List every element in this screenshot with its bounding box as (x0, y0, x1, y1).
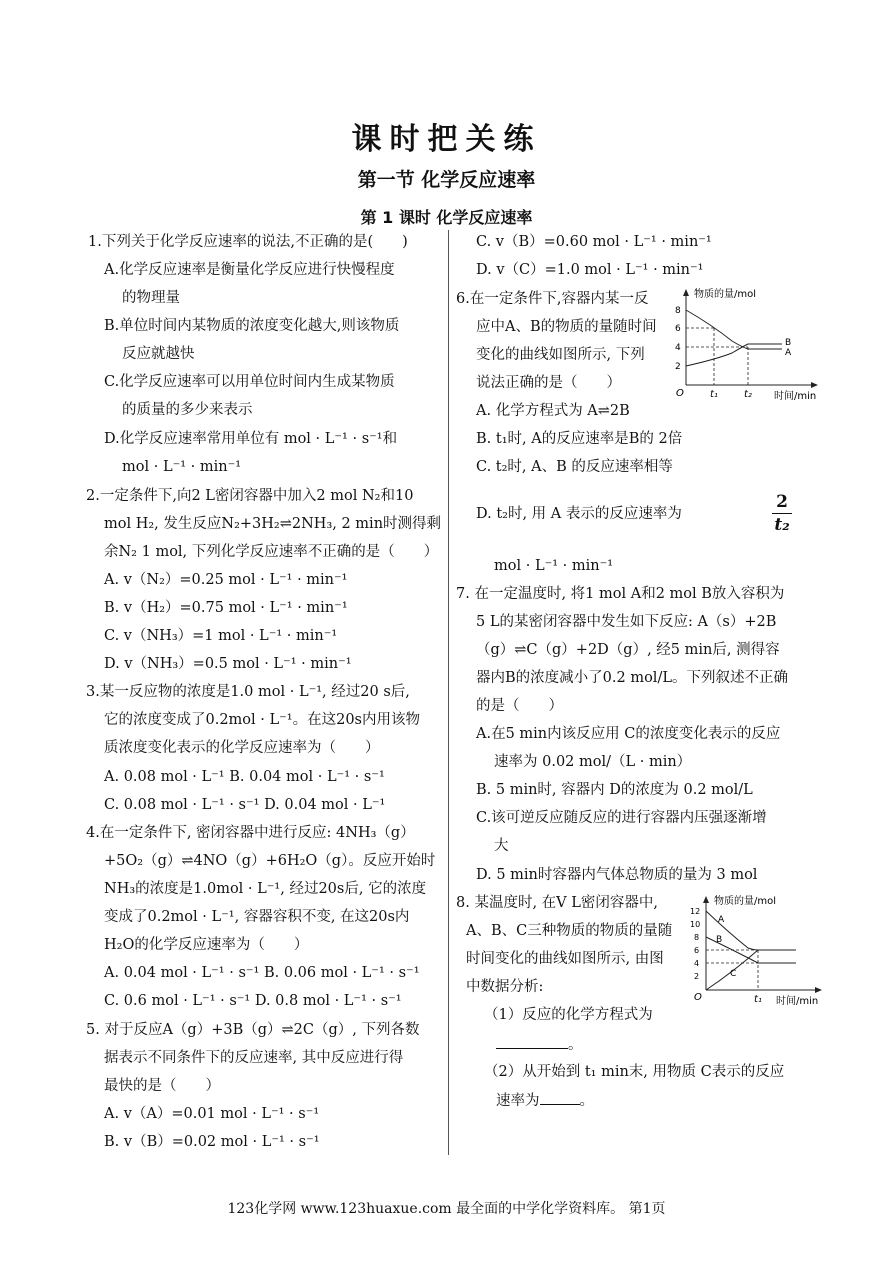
q1-option-c-cont: 的质量的多少来表示 (122, 402, 253, 418)
curve-a (686, 310, 782, 349)
q7-option-c-cont: 大 (494, 838, 509, 854)
y-tick-label: 8 (694, 933, 700, 942)
curve-c (706, 950, 796, 990)
x-axis-label: 时间/min (776, 996, 819, 1007)
curve-label: B (716, 935, 723, 945)
q3-stem: 3.某一反应物的浓度是1.0 mol · L⁻¹, 经过20 s后, (86, 684, 410, 700)
q5-stem: 5. 对于反应A（g）+3B（g）⇌2C（g）, 下列各数 (86, 1022, 420, 1038)
curve-label: A (718, 915, 725, 925)
answer-blank[interactable] (540, 1090, 580, 1105)
q2-option-a: A. v（N₂）=0.25 mol · L⁻¹ · min⁻¹ (104, 572, 348, 588)
q6-option-a: A. 化学方程式为 A⇌2B (476, 403, 630, 419)
q1-option-d-cont: mol · L⁻¹ · min⁻¹ (122, 459, 242, 475)
q1-stem: 1.下列关于化学反应速率的说法,不正确的是( ) (88, 234, 408, 250)
y-tick-label: 2 (675, 362, 681, 372)
curve-label: A (785, 348, 792, 358)
q8-graph (688, 892, 828, 1007)
y-tick-label: 4 (675, 343, 681, 353)
q8-stem: 8. 某温度时, 在V L密闭容器中, (456, 895, 658, 911)
q5-stem-line2: 据表示不同条件下的反应速率, 其中反应进行得 (104, 1050, 404, 1066)
y-axis-arrow (683, 289, 689, 296)
period: 。 (568, 1037, 583, 1053)
page-title: 课时把关练 (351, 122, 542, 157)
q6-stem-line4: 说法正确的是（ ） (476, 375, 621, 391)
q6-option-d: D. t₂时, 用 A 表示的反应速率为 (476, 506, 682, 522)
q4-stem-line2: +5O₂（g）⇌4NO（g）+6H₂O（g）。反应开始时 (104, 853, 436, 869)
answer-blank[interactable] (496, 1034, 568, 1049)
q3-options-ab: A. 0.08 mol · L⁻¹ B. 0.04 mol · L⁻¹ · s⁻¹ (104, 769, 385, 785)
y-tick-label: 6 (694, 946, 700, 955)
y-axis-label: 物质的量/mol (714, 896, 777, 907)
q6-stem-line2: 应中A、B的物质的量随时间 (476, 319, 657, 335)
curve-label: B (785, 338, 792, 348)
q6-option-d-fraction (772, 492, 792, 535)
x-axis-arrow (811, 382, 818, 388)
q7-option-d: D. 5 min时容器内气体总物质的量为 3 mol (476, 867, 758, 883)
q7-stem-line4: 器内B的浓度减小了0.2 mol/L。下列叙述不正确 (476, 670, 788, 686)
q4-stem-line4: 变成了0.2mol · L⁻¹, 容器容积不变, 在这20s内 (104, 909, 410, 925)
q8-part1: （1）反应的化学方程式为 (484, 1007, 653, 1023)
q7-stem-line3: （g）⇌C（g）+2D（g）, 经5 min后, 测得容 (476, 642, 780, 658)
x-axis-label: 时间/min (774, 391, 817, 402)
x-tick-label: t₂ (744, 389, 752, 400)
x-tick-label: t₁ (754, 994, 762, 1005)
q8-stem-line4: 中数据分析: (466, 979, 544, 995)
y-tick-label: 10 (690, 920, 701, 929)
y-tick-label: 4 (694, 959, 700, 968)
page-footer: 123化学网 www.123huaxue.com 最全面的中学化学资料库。 第1页 (227, 1201, 666, 1217)
q8-part1-answer (496, 1034, 583, 1055)
q2-stem: 2.一定条件下,向2 L密闭容器中加入2 mol N₂和10 (86, 488, 414, 504)
q5-option-a: A. v（A）=0.01 mol · L⁻¹ · s⁻¹ (104, 1106, 320, 1122)
y-tick-label: 12 (690, 907, 701, 916)
q6-graph (672, 283, 822, 403)
q1-option-c: C.化学反应速率可以用单位时间内生成某物质 (104, 374, 395, 390)
y-tick-label: 8 (675, 306, 681, 316)
q4-options-ab: A. 0.04 mol · L⁻¹ · s⁻¹ B. 0.06 mol · L⁻¹ · s⁻¹ (104, 965, 420, 981)
origin-label: O (694, 992, 702, 1003)
y-tick-label: 2 (694, 972, 700, 981)
q8-stem-line2: A、B、C三种物质的物质的量随 (466, 923, 673, 939)
q4-stem-line5: H₂O的化学反应速率为（ ） (104, 937, 309, 953)
q2-option-c: C. v（NH₃）=1 mol · L⁻¹ · min⁻¹ (104, 628, 338, 644)
q6-option-c: C. t₂时, A、B 的反应速率相等 (476, 459, 673, 475)
q8-part2-answer (496, 1090, 594, 1111)
y-axis-label: 物质的量/mol (694, 289, 757, 300)
q1-option-a-cont: 的物理量 (122, 290, 180, 306)
q1-option-d: D.化学反应速率常用单位有 mol · L⁻¹ · s⁻¹和 (104, 431, 398, 447)
q7-stem-line5: 的是（ ） (476, 698, 563, 714)
y-tick-label: 6 (675, 324, 681, 334)
q7-option-a: A.在5 min内该反应用 C的浓度变化表示的反应 (476, 726, 781, 742)
q8-part2-cont: 速率为 (496, 1093, 540, 1109)
q7-option-a-cont: 速率为 0.02 mol/（L · min） (494, 754, 692, 770)
x-tick-label: t₁ (710, 389, 718, 400)
q8-part2: （2）从开始到 t₁ min末, 用物质 C表示的反应 (484, 1064, 785, 1080)
q4-stem: 4.在一定条件下, 密闭容器中进行反应: 4NH₃（g） (86, 825, 415, 841)
q5-option-c: C. v（B）=0.60 mol · L⁻¹ · min⁻¹ (476, 234, 712, 250)
q2-option-d: D. v（NH₃）=0.5 mol · L⁻¹ · min⁻¹ (104, 656, 352, 672)
q1-option-b-cont: 反应就越快 (122, 346, 195, 362)
q6-option-d-unit: mol · L⁻¹ · min⁻¹ (494, 558, 614, 574)
q7-stem-line2: 5 L的某密闭容器中发生如下反应: A（s）+2B (476, 614, 777, 630)
lesson-title: 第 1 课时 化学反应速率 (360, 208, 533, 227)
q7-stem: 7. 在一定温度时, 将1 mol A和2 mol B放入容积为 (456, 586, 785, 602)
q2-option-b: B. v（H₂）=0.75 mol · L⁻¹ · min⁻¹ (104, 600, 348, 616)
q3-stem-line3: 质浓度变化表示的化学反应速率为（ ） (104, 740, 380, 756)
q6-stem: 6.在一定条件下,容器内某一反 (456, 291, 649, 307)
fraction-denominator: t₂ (774, 515, 790, 535)
q3-options-cd: C. 0.08 mol · L⁻¹ · s⁻¹ D. 0.04 mol · L⁻¹ (104, 797, 386, 813)
fraction-numerator: 2 (776, 492, 788, 512)
period: 。 (579, 1093, 594, 1109)
section-title: 第一节 化学反应速率 (357, 169, 536, 191)
q7-option-c: C.该可逆反应随反应的进行容器内压强逐渐增 (476, 810, 767, 826)
q5-option-b: B. v（B）=0.02 mol · L⁻¹ · s⁻¹ (104, 1134, 320, 1150)
origin-label: O (676, 388, 684, 399)
column-divider (448, 230, 449, 1155)
q7-option-b: B. 5 min时, 容器内 D的浓度为 0.2 mol/L (476, 782, 753, 798)
q6-option-b: B. t₁时, A的反应速率是B的 2倍 (476, 431, 683, 447)
q1-option-b: B.单位时间内某物质的浓度变化越大,则该物质 (104, 318, 400, 334)
y-axis-arrow (703, 896, 709, 903)
q6-stem-line3: 变化的曲线如图所示, 下列 (476, 347, 645, 363)
q5-stem-line3: 最快的是（ ） (104, 1078, 220, 1094)
q3-stem-line2: 它的浓度变成了0.2mol · L⁻¹。在这20s内用该物 (104, 712, 420, 728)
fraction-bar (772, 513, 792, 514)
q2-stem-line2: mol H₂, 发生反应N₂+3H₂⇌2NH₃, 2 min时测得剩 (104, 516, 442, 532)
q1-option-a: A.化学反应速率是衡量化学反应进行快慢程度 (104, 262, 395, 278)
x-axis-arrow (815, 987, 822, 993)
q2-stem-line3: 余N₂ 1 mol, 下列化学反应速率不正确的是（ ） (104, 544, 439, 560)
q4-options-cd: C. 0.6 mol · L⁻¹ · s⁻¹ D. 0.8 mol · L⁻¹ · s⁻¹ (104, 993, 402, 1009)
q5-option-d: D. v（C）=1.0 mol · L⁻¹ · min⁻¹ (476, 262, 704, 278)
q4-stem-line3: NH₃的浓度是1.0mol · L⁻¹, 经过20s后, 它的浓度 (104, 881, 427, 897)
curve-label: C (730, 969, 737, 979)
q8-stem-line3: 时间变化的曲线如图所示, 由图 (466, 951, 664, 967)
